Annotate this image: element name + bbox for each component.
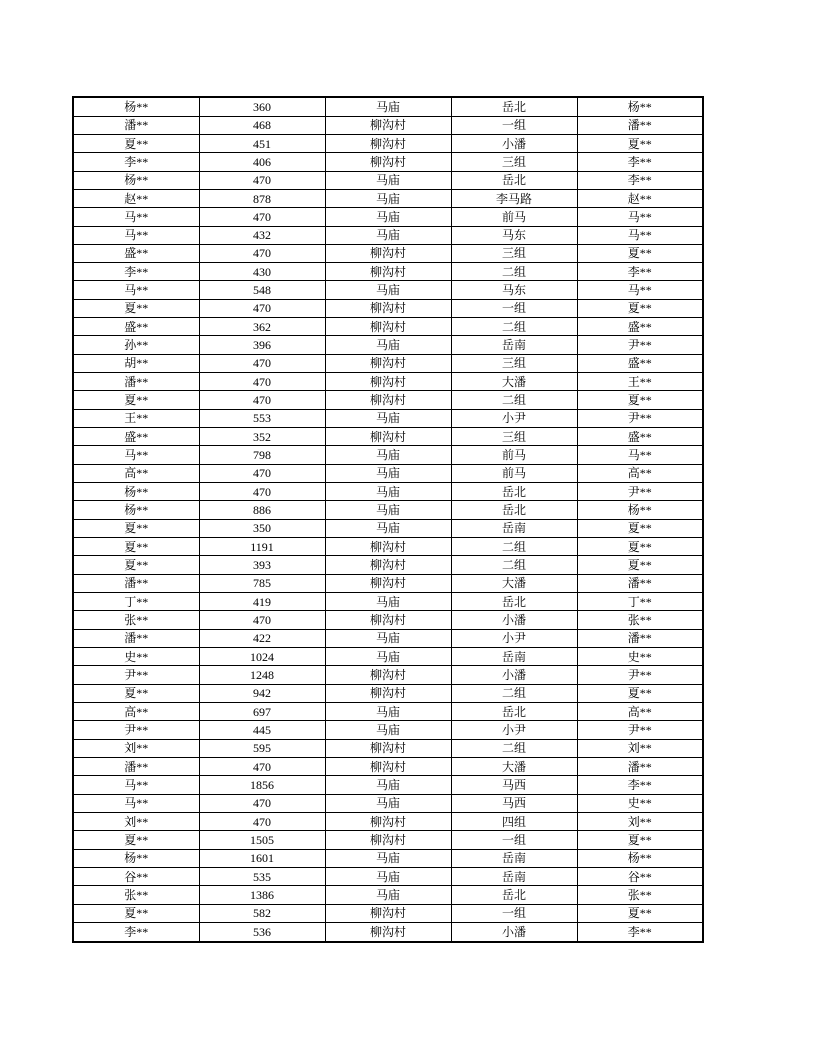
cell-village: 柳沟村 [325, 134, 451, 152]
cell-name2_masked: 盛** [577, 428, 703, 446]
cell-place: 马东 [451, 226, 577, 244]
cell-place: 三组 [451, 153, 577, 171]
cell-village: 柳沟村 [325, 538, 451, 556]
table-row [73, 813, 703, 831]
cell-name_masked: 马** [73, 776, 199, 794]
table-row [73, 922, 703, 942]
cell-name2_masked: 尹** [577, 483, 703, 501]
cell-amount: 470 [199, 813, 325, 831]
cell-name_masked: 史** [73, 648, 199, 666]
cell-name_masked: 李** [73, 263, 199, 281]
cell-name_masked: 盛** [73, 318, 199, 336]
cell-place: 岳北 [451, 593, 577, 611]
cell-place: 小潘 [451, 134, 577, 152]
cell-name2_masked: 史** [577, 648, 703, 666]
cell-name_masked: 夏** [73, 134, 199, 152]
cell-village: 柳沟村 [325, 391, 451, 409]
table-row [73, 226, 703, 244]
cell-name2_masked: 张** [577, 886, 703, 904]
table-row [73, 153, 703, 171]
cell-name_masked: 夏** [73, 831, 199, 849]
cell-amount: 535 [199, 867, 325, 885]
cell-name2_masked: 李** [577, 153, 703, 171]
cell-name_masked: 潘** [73, 373, 199, 391]
cell-name2_masked: 马** [577, 446, 703, 464]
cell-name2_masked: 尹** [577, 721, 703, 739]
cell-place: 二组 [451, 684, 577, 702]
cell-name2_masked: 尹** [577, 666, 703, 684]
table-row [73, 336, 703, 354]
table-row [73, 538, 703, 556]
cell-name2_masked: 李** [577, 171, 703, 189]
cell-village: 柳沟村 [325, 813, 451, 831]
table-row [73, 189, 703, 207]
records-table [72, 96, 704, 943]
cell-place: 三组 [451, 244, 577, 262]
cell-amount: 406 [199, 153, 325, 171]
cell-amount: 1191 [199, 538, 325, 556]
cell-place: 二组 [451, 538, 577, 556]
cell-name_masked: 夏** [73, 299, 199, 317]
cell-place: 一组 [451, 116, 577, 134]
cell-name2_masked: 夏** [577, 831, 703, 849]
table-row [73, 244, 703, 262]
cell-name2_masked: 尹** [577, 409, 703, 427]
table-row [73, 299, 703, 317]
cell-place: 二组 [451, 263, 577, 281]
cell-village: 马庙 [325, 281, 451, 299]
cell-name_masked: 杨** [73, 501, 199, 519]
cell-village: 马庙 [325, 886, 451, 904]
cell-amount: 393 [199, 556, 325, 574]
cell-name_masked: 夏** [73, 684, 199, 702]
cell-place: 小尹 [451, 629, 577, 647]
table-row [73, 739, 703, 757]
cell-village: 马庙 [325, 189, 451, 207]
cell-place: 前马 [451, 446, 577, 464]
cell-village: 柳沟村 [325, 318, 451, 336]
cell-place: 小尹 [451, 409, 577, 427]
cell-name2_masked: 刘** [577, 813, 703, 831]
table-row [73, 574, 703, 592]
cell-name_masked: 盛** [73, 244, 199, 262]
cell-village: 马庙 [325, 794, 451, 812]
cell-name_masked: 谷** [73, 867, 199, 885]
table-row [73, 501, 703, 519]
cell-name2_masked: 杨** [577, 849, 703, 867]
cell-village: 马庙 [325, 97, 451, 116]
cell-village: 马庙 [325, 501, 451, 519]
cell-village: 马庙 [325, 703, 451, 721]
table-row [73, 134, 703, 152]
cell-name2_masked: 夏** [577, 391, 703, 409]
table-row [73, 886, 703, 904]
cell-name_masked: 胡** [73, 354, 199, 372]
table-row [73, 428, 703, 446]
cell-name2_masked: 马** [577, 281, 703, 299]
cell-place: 二组 [451, 739, 577, 757]
cell-place: 岳南 [451, 519, 577, 537]
cell-village: 马庙 [325, 867, 451, 885]
cell-name2_masked: 张** [577, 611, 703, 629]
cell-name2_masked: 马** [577, 226, 703, 244]
table-row [73, 904, 703, 922]
cell-name_masked: 赵** [73, 189, 199, 207]
cell-name2_masked: 丁** [577, 593, 703, 611]
cell-place: 一组 [451, 904, 577, 922]
cell-amount: 422 [199, 629, 325, 647]
cell-amount: 470 [199, 208, 325, 226]
table-row [73, 97, 703, 116]
cell-place: 马西 [451, 776, 577, 794]
cell-village: 柳沟村 [325, 153, 451, 171]
cell-name_masked: 夏** [73, 556, 199, 574]
cell-place: 岳南 [451, 867, 577, 885]
cell-amount: 352 [199, 428, 325, 446]
cell-village: 柳沟村 [325, 666, 451, 684]
cell-amount: 1024 [199, 648, 325, 666]
cell-village: 马庙 [325, 648, 451, 666]
cell-amount: 595 [199, 739, 325, 757]
cell-name_masked: 马** [73, 446, 199, 464]
cell-village: 马庙 [325, 171, 451, 189]
cell-place: 小潘 [451, 611, 577, 629]
cell-amount: 798 [199, 446, 325, 464]
cell-name2_masked: 李** [577, 776, 703, 794]
cell-amount: 470 [199, 299, 325, 317]
cell-name_masked: 张** [73, 611, 199, 629]
cell-amount: 1248 [199, 666, 325, 684]
table-row [73, 446, 703, 464]
table-row [73, 648, 703, 666]
table-row [73, 703, 703, 721]
cell-name_masked: 丁** [73, 593, 199, 611]
cell-name2_masked: 夏** [577, 904, 703, 922]
cell-amount: 470 [199, 611, 325, 629]
cell-village: 柳沟村 [325, 556, 451, 574]
cell-place: 李马路 [451, 189, 577, 207]
cell-place: 前马 [451, 208, 577, 226]
cell-village: 马庙 [325, 226, 451, 244]
cell-amount: 582 [199, 904, 325, 922]
cell-amount: 697 [199, 703, 325, 721]
cell-village: 马庙 [325, 208, 451, 226]
cell-name_masked: 杨** [73, 849, 199, 867]
cell-name_masked: 尹** [73, 721, 199, 739]
cell-name_masked: 高** [73, 464, 199, 482]
cell-amount: 470 [199, 354, 325, 372]
cell-name2_masked: 谷** [577, 867, 703, 885]
cell-village: 马庙 [325, 409, 451, 427]
cell-amount: 432 [199, 226, 325, 244]
cell-name_masked: 孙** [73, 336, 199, 354]
cell-place: 小潘 [451, 922, 577, 942]
cell-place: 大潘 [451, 373, 577, 391]
cell-name_masked: 马** [73, 281, 199, 299]
cell-name2_masked: 夏** [577, 244, 703, 262]
cell-name_masked: 潘** [73, 574, 199, 592]
cell-amount: 445 [199, 721, 325, 739]
cell-place: 岳南 [451, 648, 577, 666]
table-row [73, 354, 703, 372]
cell-place: 大潘 [451, 574, 577, 592]
cell-name_masked: 夏** [73, 538, 199, 556]
cell-name_masked: 潘** [73, 116, 199, 134]
cell-place: 岳北 [451, 703, 577, 721]
cell-name2_masked: 杨** [577, 501, 703, 519]
cell-place: 三组 [451, 428, 577, 446]
cell-place: 三组 [451, 354, 577, 372]
cell-name2_masked: 夏** [577, 684, 703, 702]
cell-village: 马庙 [325, 446, 451, 464]
cell-amount: 1856 [199, 776, 325, 794]
cell-name2_masked: 潘** [577, 758, 703, 776]
cell-amount: 886 [199, 501, 325, 519]
cell-name2_masked: 潘** [577, 629, 703, 647]
cell-name2_masked: 高** [577, 703, 703, 721]
table-row [73, 776, 703, 794]
cell-name2_masked: 高** [577, 464, 703, 482]
cell-name2_masked: 王** [577, 373, 703, 391]
table-row [73, 318, 703, 336]
cell-place: 岳北 [451, 501, 577, 519]
cell-village: 柳沟村 [325, 739, 451, 757]
cell-amount: 1386 [199, 886, 325, 904]
table-row [73, 391, 703, 409]
table-row [73, 116, 703, 134]
table-row [73, 281, 703, 299]
cell-village: 马庙 [325, 593, 451, 611]
cell-name_masked: 李** [73, 153, 199, 171]
cell-name_masked: 马** [73, 226, 199, 244]
table-row [73, 556, 703, 574]
cell-place: 一组 [451, 299, 577, 317]
cell-village: 柳沟村 [325, 574, 451, 592]
cell-village: 马庙 [325, 464, 451, 482]
table-row [73, 171, 703, 189]
cell-village: 马庙 [325, 629, 451, 647]
cell-place: 岳北 [451, 171, 577, 189]
cell-name_masked: 李** [73, 922, 199, 942]
table-row [73, 373, 703, 391]
cell-name_masked: 高** [73, 703, 199, 721]
cell-place: 岳南 [451, 849, 577, 867]
cell-village: 柳沟村 [325, 354, 451, 372]
cell-name2_masked: 夏** [577, 556, 703, 574]
cell-village: 柳沟村 [325, 904, 451, 922]
cell-amount: 470 [199, 758, 325, 776]
cell-village: 柳沟村 [325, 244, 451, 262]
cell-name2_masked: 盛** [577, 354, 703, 372]
cell-name2_masked: 潘** [577, 574, 703, 592]
cell-village: 柳沟村 [325, 116, 451, 134]
cell-name2_masked: 李** [577, 922, 703, 942]
table-row [73, 483, 703, 501]
cell-name_masked: 尹** [73, 666, 199, 684]
cell-place: 岳北 [451, 97, 577, 116]
cell-amount: 470 [199, 464, 325, 482]
table-row [73, 867, 703, 885]
cell-place: 一组 [451, 831, 577, 849]
table-row [73, 794, 703, 812]
cell-village: 马庙 [325, 336, 451, 354]
cell-amount: 470 [199, 373, 325, 391]
cell-village: 柳沟村 [325, 831, 451, 849]
records-table-body [73, 97, 703, 942]
cell-name2_masked: 夏** [577, 134, 703, 152]
cell-amount: 878 [199, 189, 325, 207]
cell-place: 马西 [451, 794, 577, 812]
cell-name_masked: 张** [73, 886, 199, 904]
cell-village: 马庙 [325, 776, 451, 794]
cell-name2_masked: 杨** [577, 97, 703, 116]
cell-name2_masked: 潘** [577, 116, 703, 134]
cell-village: 马庙 [325, 519, 451, 537]
cell-name_masked: 杨** [73, 171, 199, 189]
cell-amount: 1601 [199, 849, 325, 867]
table-row [73, 831, 703, 849]
cell-amount: 470 [199, 794, 325, 812]
cell-name_masked: 杨** [73, 483, 199, 501]
cell-village: 马庙 [325, 483, 451, 501]
cell-name2_masked: 盛** [577, 318, 703, 336]
cell-place: 岳北 [451, 886, 577, 904]
cell-name2_masked: 马** [577, 208, 703, 226]
cell-name_masked: 夏** [73, 519, 199, 537]
table-row [73, 519, 703, 537]
table-row [73, 666, 703, 684]
cell-amount: 536 [199, 922, 325, 942]
cell-place: 小尹 [451, 721, 577, 739]
cell-amount: 1505 [199, 831, 325, 849]
cell-amount: 419 [199, 593, 325, 611]
cell-amount: 548 [199, 281, 325, 299]
cell-name_masked: 王** [73, 409, 199, 427]
cell-village: 柳沟村 [325, 263, 451, 281]
table-row [73, 758, 703, 776]
cell-amount: 468 [199, 116, 325, 134]
table-row [73, 629, 703, 647]
cell-name_masked: 盛** [73, 428, 199, 446]
cell-amount: 470 [199, 171, 325, 189]
table-row [73, 611, 703, 629]
table-row [73, 593, 703, 611]
cell-name2_masked: 尹** [577, 336, 703, 354]
cell-village: 柳沟村 [325, 758, 451, 776]
cell-name_masked: 马** [73, 794, 199, 812]
cell-village: 柳沟村 [325, 611, 451, 629]
table-row [73, 721, 703, 739]
cell-name2_masked: 夏** [577, 538, 703, 556]
cell-place: 前马 [451, 464, 577, 482]
cell-name_masked: 潘** [73, 629, 199, 647]
cell-amount: 942 [199, 684, 325, 702]
cell-amount: 553 [199, 409, 325, 427]
table-row [73, 464, 703, 482]
cell-name_masked: 刘** [73, 739, 199, 757]
table-row [73, 263, 703, 281]
cell-amount: 451 [199, 134, 325, 152]
cell-village: 马庙 [325, 849, 451, 867]
cell-name2_masked: 夏** [577, 519, 703, 537]
cell-place: 四组 [451, 813, 577, 831]
cell-place: 马东 [451, 281, 577, 299]
cell-name_masked: 潘** [73, 758, 199, 776]
cell-amount: 396 [199, 336, 325, 354]
table-row [73, 849, 703, 867]
cell-name_masked: 杨** [73, 97, 199, 116]
cell-village: 柳沟村 [325, 373, 451, 391]
cell-amount: 430 [199, 263, 325, 281]
cell-name_masked: 夏** [73, 391, 199, 409]
cell-amount: 362 [199, 318, 325, 336]
cell-village: 马庙 [325, 721, 451, 739]
cell-amount: 470 [199, 244, 325, 262]
cell-amount: 360 [199, 97, 325, 116]
cell-name_masked: 夏** [73, 904, 199, 922]
cell-place: 岳北 [451, 483, 577, 501]
cell-amount: 470 [199, 483, 325, 501]
cell-village: 柳沟村 [325, 428, 451, 446]
cell-name2_masked: 赵** [577, 189, 703, 207]
cell-place: 二组 [451, 391, 577, 409]
cell-amount: 470 [199, 391, 325, 409]
cell-name2_masked: 刘** [577, 739, 703, 757]
table-row [73, 409, 703, 427]
cell-name2_masked: 史** [577, 794, 703, 812]
cell-amount: 785 [199, 574, 325, 592]
table-row [73, 684, 703, 702]
cell-name2_masked: 夏** [577, 299, 703, 317]
cell-village: 柳沟村 [325, 922, 451, 942]
cell-place: 大潘 [451, 758, 577, 776]
cell-name_masked: 刘** [73, 813, 199, 831]
cell-village: 柳沟村 [325, 299, 451, 317]
cell-name2_masked: 李** [577, 263, 703, 281]
table-row [73, 208, 703, 226]
cell-village: 柳沟村 [325, 684, 451, 702]
cell-place: 二组 [451, 556, 577, 574]
cell-name_masked: 马** [73, 208, 199, 226]
cell-place: 二组 [451, 318, 577, 336]
cell-place: 小潘 [451, 666, 577, 684]
cell-amount: 350 [199, 519, 325, 537]
cell-place: 岳南 [451, 336, 577, 354]
